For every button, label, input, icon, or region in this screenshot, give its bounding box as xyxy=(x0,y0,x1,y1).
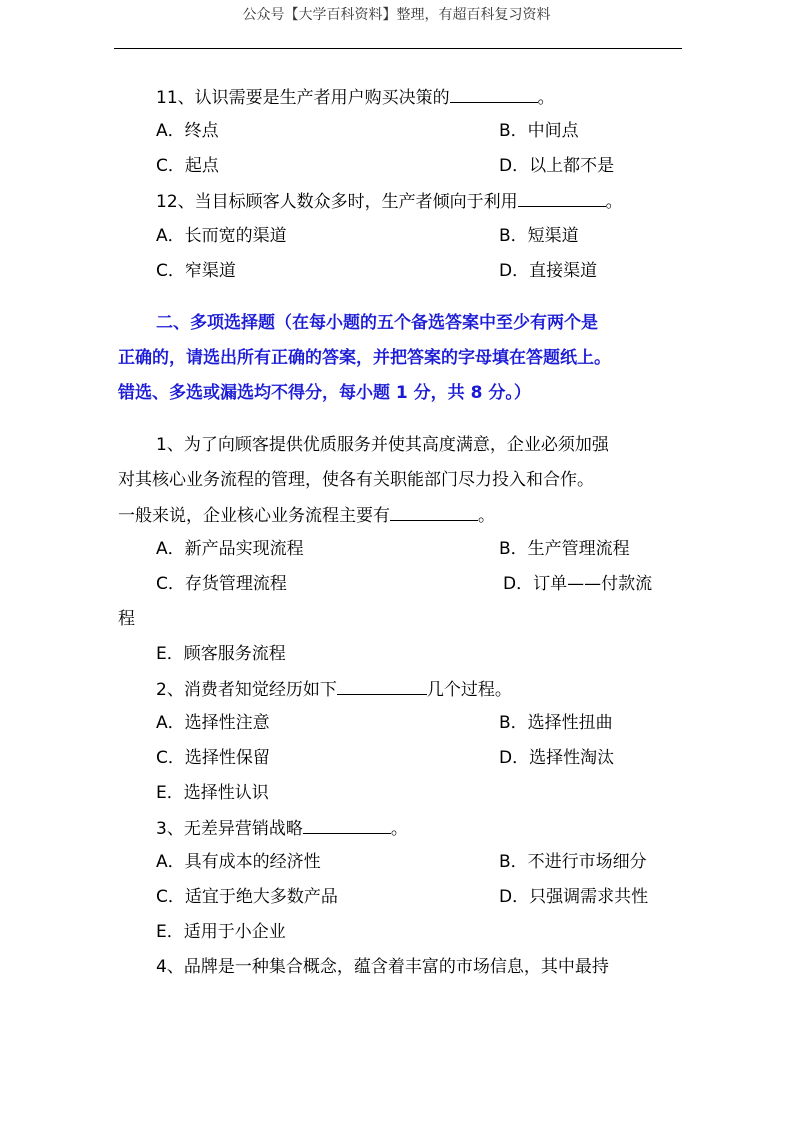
answer-blank xyxy=(518,190,606,207)
option-d: D．只强调需求共性 xyxy=(499,887,649,907)
option-c: C．起点 xyxy=(156,156,219,176)
question-text: 一般来说，企业核心业务流程主要有 xyxy=(118,506,390,526)
option-a: A．选择性注意 xyxy=(156,713,270,733)
option-b: B．生产管理流程 xyxy=(499,539,630,559)
answer-blank xyxy=(303,817,391,834)
option-a: A．新产品实现流程 xyxy=(156,539,304,559)
option-c: C．存货管理流程 xyxy=(156,574,287,594)
question-end: 。 xyxy=(537,88,555,108)
question-end: 。 xyxy=(605,192,623,212)
question-12 xyxy=(156,190,623,213)
option-b: B．不进行市场细分 xyxy=(499,852,647,872)
option-a: A．长而宽的渠道 xyxy=(156,226,287,246)
option-d-continued: 程 xyxy=(118,609,135,629)
option-a: A．具有成本的经济性 xyxy=(156,852,321,872)
page-header: 公众号【大学百科资料】整理，有超百科复习资料 xyxy=(242,7,551,23)
option-b: B．中间点 xyxy=(499,121,579,141)
mq1-line2: 对其核心业务流程的管理，使各有关职能部门尽力投入和合作。 xyxy=(118,470,594,490)
question-end: 。 xyxy=(478,506,495,526)
option-c: C．适宜于绝大多数产品 xyxy=(156,887,338,907)
option-e: E．选择性认识 xyxy=(156,783,269,803)
section-heading-line1: 二、多项选择题（在每小题的五个备选答案中至少有两个是 xyxy=(156,313,598,333)
question-end: 。 xyxy=(390,819,408,839)
answer-blank xyxy=(390,504,478,521)
answer-blank xyxy=(337,678,427,695)
option-b: B．短渠道 xyxy=(499,226,579,246)
question-text: 12、当目标顾客人数众多时，生产者倾向于利用 xyxy=(156,192,518,212)
section-heading-line2: 正确的，请选出所有正确的答案，并把答案的字母填在答题纸上。 xyxy=(118,348,611,368)
option-a: A．终点 xyxy=(156,121,219,141)
option-d: D．选择性淘汰 xyxy=(499,748,615,768)
option-e: E．顾客服务流程 xyxy=(156,644,286,664)
option-c: C．选择性保留 xyxy=(156,748,270,768)
mq3 xyxy=(156,817,408,840)
mq1-line1: 1、为了向顾客提供优质服务并使其高度满意，企业必须加强 xyxy=(156,435,609,455)
mq4: 4、品牌是一种集合概念，蕴含着丰富的市场信息，其中最持 xyxy=(156,957,609,977)
option-e: E．适用于小企业 xyxy=(156,922,286,942)
mq1-line3 xyxy=(118,504,495,527)
answer-blank xyxy=(450,86,538,103)
question-text: 2、消费者知觉经历如下 xyxy=(156,680,337,700)
option-d: D．订单——付款流 xyxy=(503,574,653,594)
header-divider xyxy=(114,48,682,49)
section-heading-line3: 错选、多选或漏选均不得分，每小题 1 分，共 8 分。） xyxy=(118,383,531,403)
option-c: C．窄渠道 xyxy=(156,261,236,281)
mq2 xyxy=(156,678,512,701)
question-11 xyxy=(156,86,555,109)
question-end: 几个过程。 xyxy=(426,680,512,700)
option-d: D．直接渠道 xyxy=(499,261,598,281)
option-b: B．选择性扭曲 xyxy=(499,713,613,733)
option-d: D．以上都不是 xyxy=(499,156,615,176)
question-text: 3、无差异营销战略 xyxy=(156,819,303,839)
question-text: 11、认识需要是生产者用户购买决策的 xyxy=(156,88,450,108)
